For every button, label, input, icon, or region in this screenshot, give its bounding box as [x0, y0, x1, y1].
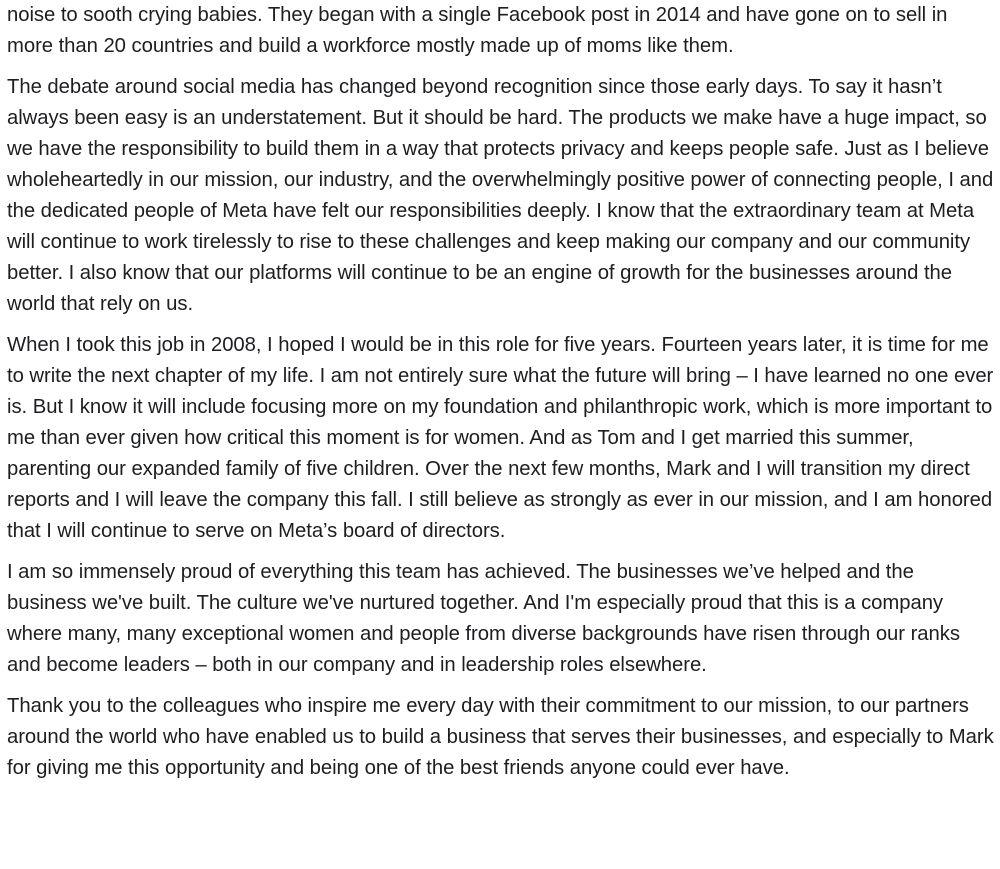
- post-paragraph-2: The debate around social media has changed beyond recognition since those early days. To say it hasn’t always been easy is an understatement. But it should be hard. The products we make have a huge impact, so we have the responsibility to build them in a way that protects privacy and keeps people safe. Just as I believe wholeheartedly in our mission, our industry, and the overwhelmingly positive power of connecting people, I and the dedicated people of Meta have felt our responsibilities deeply. I know that the extraordinary team at Meta will continue to work tirelessly to rise to these challenges and keep making our company and our community better. I also know that our platforms will continue to be an engine of growth for the businesses around the world that rely on us.: [7, 76, 994, 315]
- post-paragraph-1: noise to sooth crying babies. They began with a single Facebook post in 2014 and have gone on to sell in more than 20 countries and build a workforce mostly made up of moms like them.: [7, 4, 948, 57]
- post-paragraph-4: I am so immensely proud of everything this team has achieved. The businesses we’ve helped and the business we've built. The culture we've nurtured together. And I'm especially proud that this is a company where many, many exceptional women and people from diverse backgrounds have risen through our ranks and become leaders – both in our company and in leadership roles elsewhere.: [7, 561, 960, 676]
- post-body: [7, 0, 997, 794]
- post-paragraph-3: When I took this job in 2008, I hoped I would be in this role for five years. Fourteen years later, it is time for me to write the next chapter of my life. I am not entirely sure what the future will bring – I have learned no one ever is. But I know it will include focusing more on my foundation and philanthropic work, which is more important to me than ever given how critical this moment is for women. And as Tom and I get married this summer, parenting our expanded family of five children. Over the next few months, Mark and I will transition my direct reports and I will leave the company this fall. I still believe as strongly as ever in our mission, and I am honored that I will continue to serve on Meta’s board of directors.: [7, 334, 994, 542]
- post-paragraph-5: Thank you to the colleagues who inspire me every day with their commitment to our mission, to our partners around the world who have enabled us to build a business that serves their businesses, and especially to Mark for giving me this opportunity and being one of the best friends anyone could ever have.: [7, 695, 994, 779]
